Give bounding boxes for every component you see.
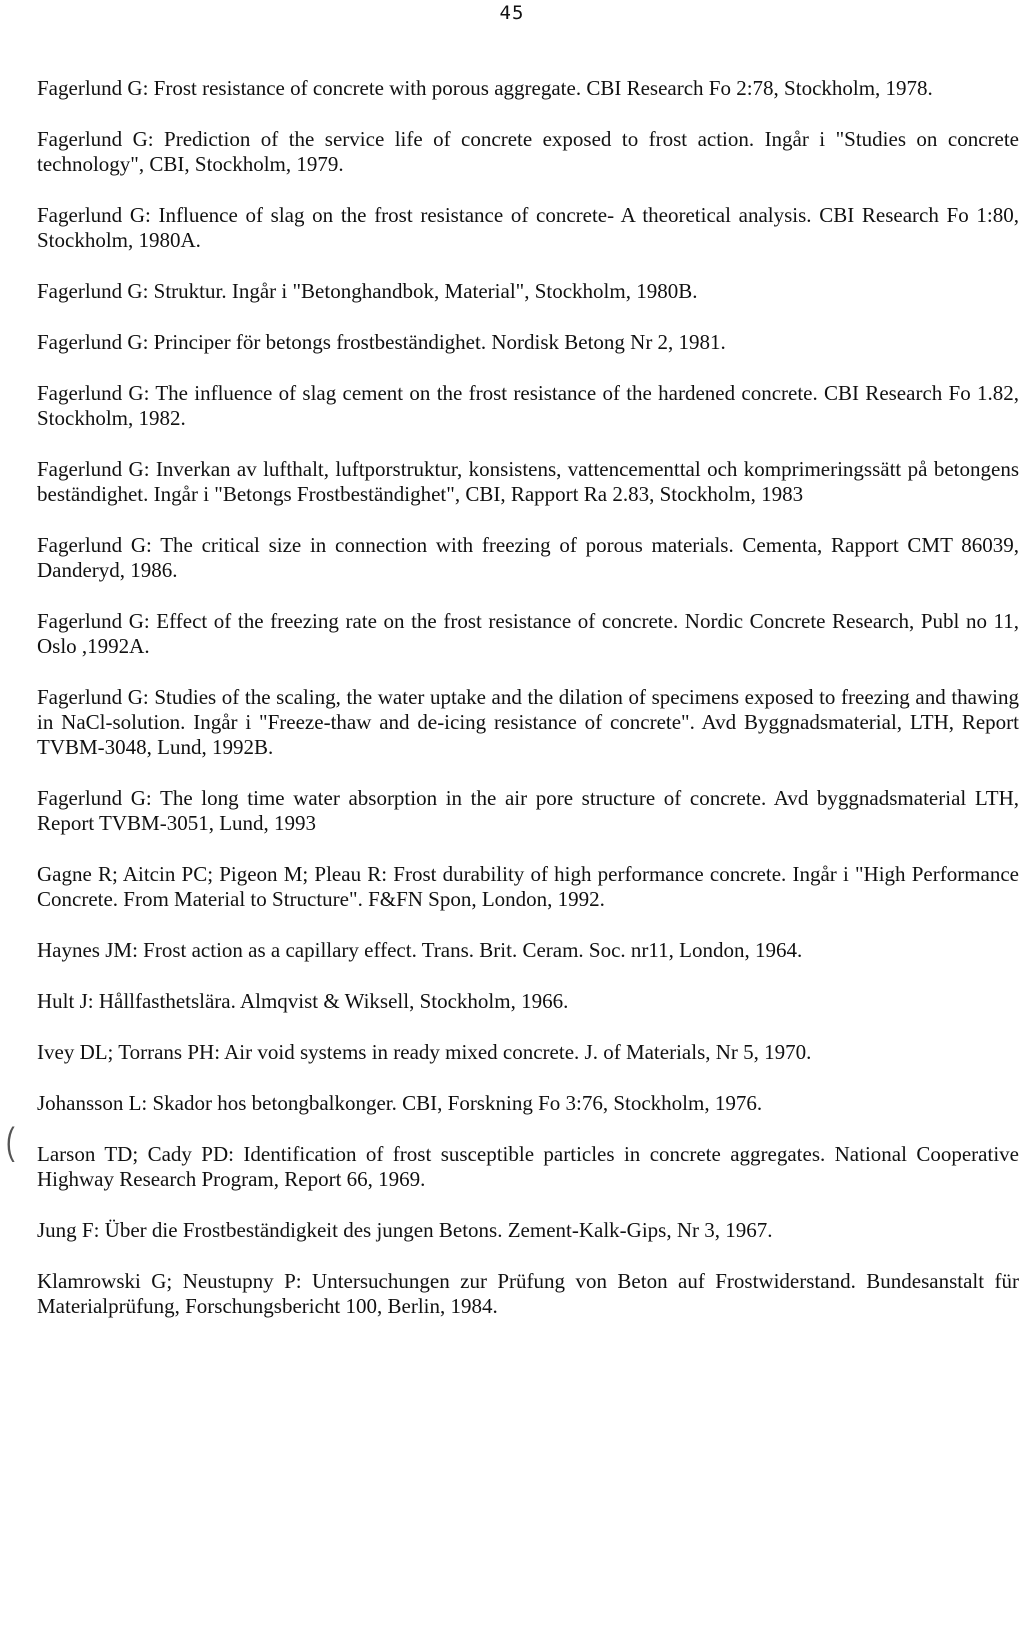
reference-entry: Larson TD; Cady PD: Identification of frost susceptible particles in concrete aggregates. National Cooperative Highway Research Program, Report 66, 1969.	[37, 1142, 1019, 1191]
reference-entry: Fagerlund G: Influence of slag on the frost resistance of concrete- A theoretical analysis. CBI Research Fo 1:80, Stockholm, 1980A.	[37, 203, 1019, 252]
reference-entry: Fagerlund G: Studies of the scaling, the water uptake and the dilation of specimens exposed to freezing and thawing in NaCl-solution. Ingår i "Freeze-thaw and de-icing resistance of concrete". Avd Byggnadsmaterial, LTH, Report TVBM-3048, Lund, 1992B.	[37, 685, 1019, 759]
reference-entry: Fagerlund G: Principer för betongs frostbeständighet. Nordisk Betong Nr 2, 1981.	[37, 330, 726, 354]
reference-list	[37, 76, 1019, 1345]
reference-entry: Fagerlund G: The influence of slag cement on the frost resistance of the hardened concrete. CBI Research Fo 1.82, Stockholm, 1982.	[37, 381, 1019, 430]
reference-entry: Klamrowski G; Neustupny P: Untersuchungen zur Prüfung von Beton auf Frostwiderstand. Bundesanstalt für Materialprüfung, Forschungsbericht 100, Berlin, 1984.	[37, 1269, 1019, 1318]
reference-entry: Jung F: Über die Frostbeständigkeit des jungen Betons. Zement-Kalk-Gips, Nr 3, 1967.	[37, 1218, 773, 1242]
reference-entry: Fagerlund G: Prediction of the service life of concrete exposed to frost action. Ingår i "Studies on concrete technology", CBI, Stockholm, 1979.	[37, 127, 1019, 176]
reference-entry: Johansson L: Skador hos betongbalkonger. CBI, Forskning Fo 3:76, Stockholm, 1976.	[37, 1091, 763, 1115]
reference-entry: Gagne R; Aitcin PC; Pigeon M; Pleau R: Frost durability of high performance concrete. Ingår i "High Performance Concrete. From Material to Structure". F&FN Spon, London, 1992.	[37, 862, 1019, 911]
reference-entry: Haynes JM: Frost action as a capillary effect. Trans. Brit. Ceram. Soc. nr11, London, 1964.	[37, 938, 803, 962]
handwritten-check-mark-icon: (	[5, 1121, 15, 1163]
reference-entry: Fagerlund G: The long time water absorption in the air pore structure of concrete. Avd byggnadsmaterial LTH, Report TVBM-3051, Lund, 1993	[37, 786, 1019, 835]
reference-entry: Fagerlund G: Frost resistance of concrete with porous aggregate. CBI Research Fo 2:78, Stockholm, 1978.	[37, 76, 933, 100]
page-number: 45	[499, 2, 525, 24]
reference-entry: Fagerlund G: Inverkan av lufthalt, luftporstruktur, konsistens, vattencementtal och komprimeringssätt på betongens beständighet. Ingår i "Betongs Frostbeständighet", CBI, Rapport Ra 2.83, Stockholm, 1983	[37, 457, 1019, 506]
reference-entry: Ivey DL; Torrans PH: Air void systems in ready mixed concrete. J. of Materials, Nr 5, 1970.	[37, 1040, 812, 1064]
reference-entry: Fagerlund G: Struktur. Ingår i "Betonghandbok, Material", Stockholm, 1980B.	[37, 279, 698, 303]
reference-entry: Fagerlund G: Effect of the freezing rate on the frost resistance of concrete. Nordic Concrete Research, Publ no 11, Oslo ,1992A.	[37, 609, 1019, 658]
reference-entry: Fagerlund G: The critical size in connection with freezing of porous materials. Cementa, Rapport CMT 86039, Danderyd, 1986.	[37, 533, 1019, 582]
reference-entry: Hult J: Hållfasthetslära. Almqvist & Wiksell, Stockholm, 1966.	[37, 989, 569, 1013]
